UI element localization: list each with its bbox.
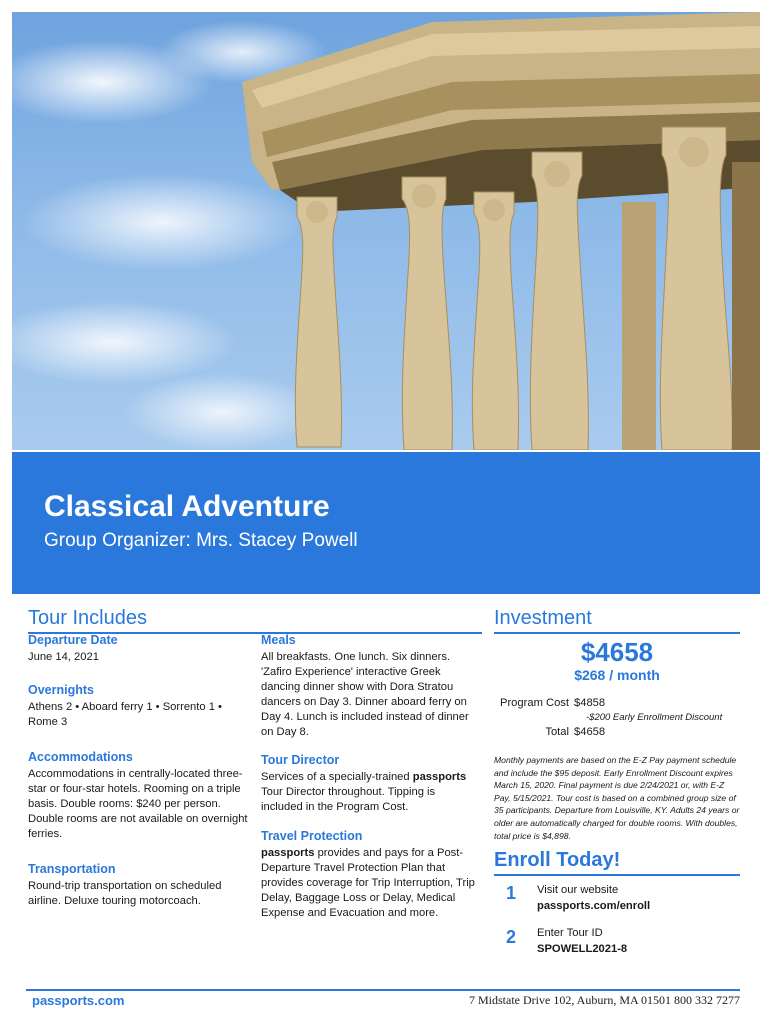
travel-protection-text-part: provides and pays for a Post-Departure Travel Protection Plan that provides coverage for Trip Interruption, Trip Delay, Baggage Loss or Delay, Medical Expense and Evacuation and more. — [261, 847, 475, 919]
meals-text: All breakfasts. One lunch. Six dinners. 'Zafiro Experience' interactive Greek dancing dinner show with Dora Stratou dancers on Day 3. Dinner aboard ferry on Day 4. Lunch is included instead of dinner on Day 8. — [261, 651, 469, 738]
travel-protection-text — [261, 846, 477, 921]
passports-brand: passports — [261, 847, 315, 859]
tour-includes-heading — [28, 607, 482, 634]
step-1-number: 1 — [506, 883, 517, 903]
group-organizer: Group Organizer: Mrs. Stacey Powell — [44, 530, 358, 551]
overnights-text: Athens 2 • Aboard ferry 1 • Sorrento 1 • Rome 3 — [28, 701, 222, 728]
title-banner — [12, 452, 760, 594]
payment-fine-print: Monthly payments are based on the E-Z Pay payment schedule and include the $95 deposit. Early Enrollment Discount expires March 15, 2020. Final payment is due 2/24/2021 or, with E-Z Pay, 5/15/2021. Tour cost is based on a combined group size of 35 participants. Departure from Louisville, KY. Adults 24 years or older are automatically charged for double rooms. With doubles, total price is $4,898. — [494, 755, 740, 841]
accommodations-text: Accommodations in centrally-located three-star or four-star hotels. Rooming on a triple basis. Double rooms: $240 per person. Double rooms are not available on overnight ferries. — [28, 768, 248, 840]
meals-label: Meals — [261, 633, 296, 647]
investment-heading — [494, 607, 740, 634]
program-cost-value: $4858 — [574, 697, 606, 709]
tour-director-text-part: Tour Director throughout. Tipping is included in the Program Cost. — [261, 786, 436, 813]
investment-heading-text: Investment — [494, 607, 592, 629]
tour-director-block — [261, 753, 477, 815]
footer-website-link[interactable]: passports.com — [32, 993, 125, 1008]
step-1 — [537, 882, 650, 914]
departure-date-label: Departure Date — [28, 633, 118, 647]
program-cost-label: Program Cost — [499, 697, 569, 709]
overnights-label: Overnights — [28, 683, 94, 697]
enroll-link[interactable]: passports.com/enroll — [537, 900, 651, 912]
travel-protection-label: Travel Protection — [261, 829, 363, 843]
step-2-number: 2 — [506, 927, 517, 947]
total-price: $4658 — [580, 637, 654, 667]
step-2-text: Enter Tour ID — [537, 927, 603, 939]
departure-date-value: June 14, 2021 — [28, 651, 99, 663]
overnights-block — [28, 683, 252, 730]
tour-title: Classical Adventure — [44, 490, 330, 523]
tour-includes-heading-text: Tour Includes — [28, 607, 147, 629]
footer-address: 7 Midstate Drive 102, Auburn, MA 01501 800 332 7277 — [469, 993, 740, 1007]
transportation-text: Round-trip transportation on scheduled airline. Deluxe touring motorcoach. — [28, 880, 222, 907]
departure-date-block — [28, 633, 252, 665]
enroll-heading-text: Enroll Today! — [494, 849, 621, 871]
hero-photo — [12, 12, 760, 450]
monthly-price: $268 / month — [574, 667, 660, 683]
tour-director-text-part: Services of a specially-trained — [261, 771, 413, 783]
tour-director-label: Tour Director — [261, 753, 340, 767]
accommodations-label: Accommodations — [28, 750, 133, 764]
caryatid-temple-illustration — [12, 12, 760, 450]
transportation-block — [28, 862, 252, 909]
enroll-heading — [494, 849, 740, 876]
tour-includes-left-column — [28, 633, 252, 922]
total-label: Total — [545, 726, 569, 738]
tour-includes-right-column — [261, 633, 477, 934]
accommodations-block — [28, 750, 252, 842]
passports-brand: passports — [412, 771, 467, 783]
step-1-text: Visit our website — [537, 884, 619, 896]
step-2 — [537, 925, 627, 957]
total-value: $4658 — [574, 726, 606, 738]
transportation-label: Transportation — [28, 862, 116, 876]
tour-director-text — [261, 770, 477, 815]
tour-id: SPOWELL2021-8 — [537, 943, 628, 955]
footer-divider — [26, 989, 740, 991]
early-enrollment-discount: -$200 Early Enrollment Discount — [586, 712, 723, 723]
meals-block — [261, 633, 477, 740]
travel-protection-block — [261, 829, 477, 921]
